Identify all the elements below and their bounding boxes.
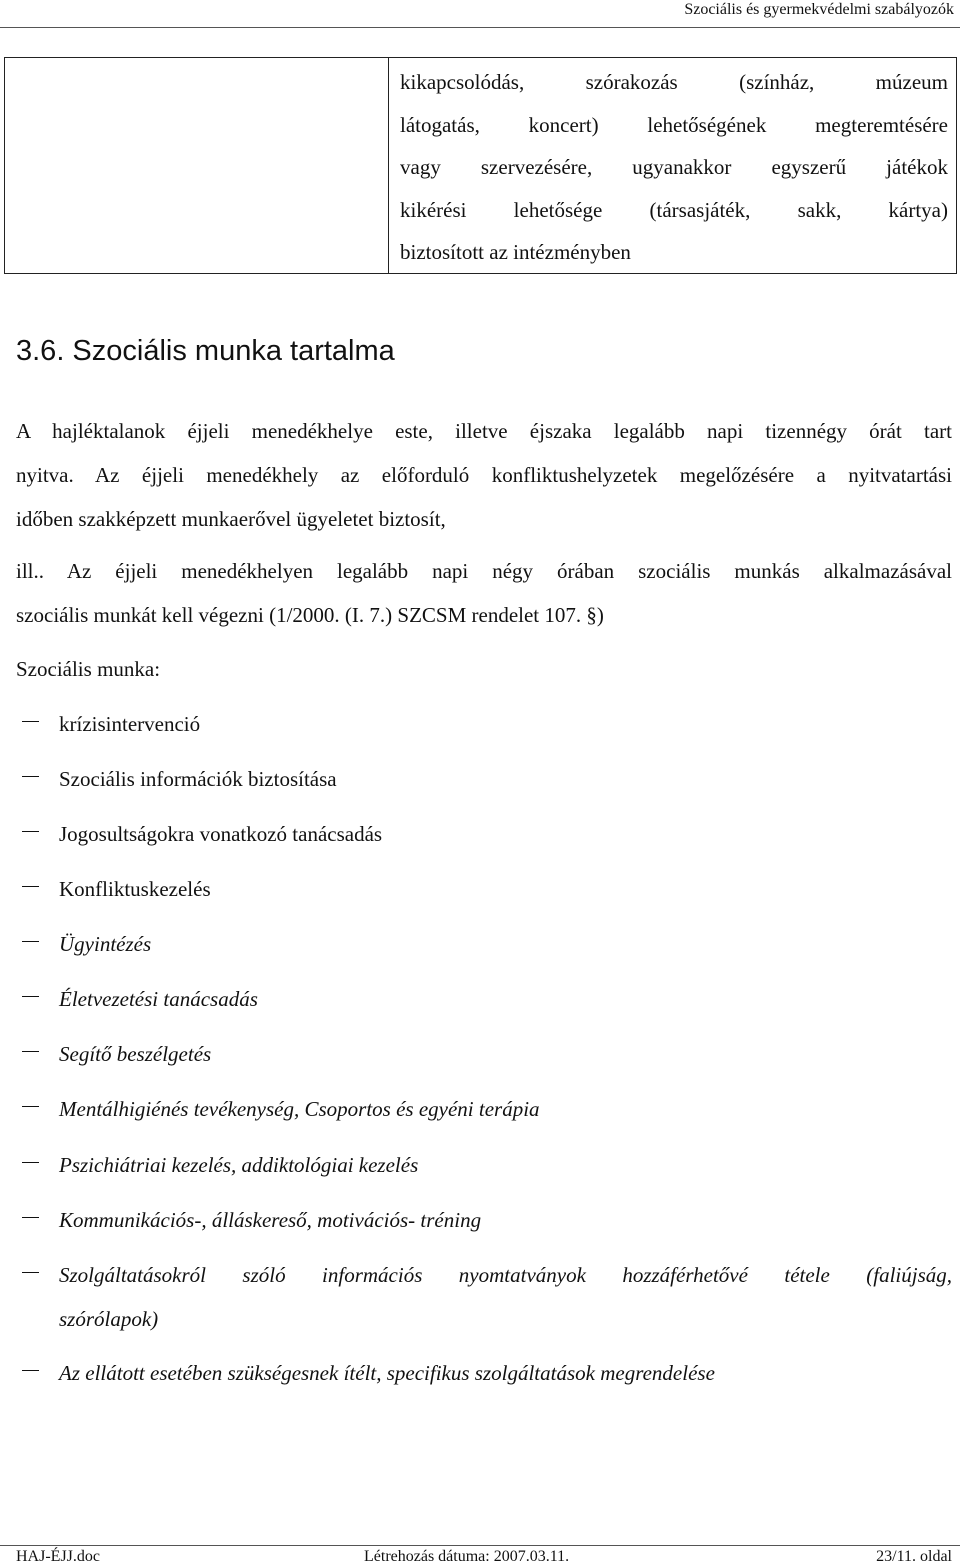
dash-bullet-icon <box>22 1272 39 1273</box>
paragraph-line: szociális munkát kell végezni (1/2000. (I. 7.) SZCSM rendelet 107. §) <box>16 603 604 627</box>
list-item-text: Az ellátott esetében szükségesnek ítélt, specifikus szolgáltatások megrendelése <box>59 1361 715 1385</box>
list-item-text: Jogosultságokra vonatkozó tanácsadás <box>59 822 383 846</box>
footer-created-date: Létrehozás dátuma: 2007.03.11. <box>364 1548 570 1565</box>
footer-page-number: 23/11. oldal <box>876 1548 952 1565</box>
dash-bullet-icon <box>22 1370 39 1371</box>
list-item-text: Szociális információk biztosítása <box>59 767 337 791</box>
list-item <box>0 1196 960 1251</box>
list-item <box>0 810 960 865</box>
section-heading: 3.6. Szociális munka tartalma <box>16 335 395 367</box>
dash-bullet-icon <box>22 831 39 832</box>
list-item-line: szórólapok) <box>59 1307 159 1331</box>
list-item <box>0 1251 960 1349</box>
table-cell-text <box>400 61 948 274</box>
list-item-text: Pszichiátriai kezelés, addiktológiai kezelés <box>59 1153 419 1177</box>
table-cell-line: látogatás, koncert) lehetőségének megteremtésére <box>400 112 948 137</box>
table-cell-line: kikapcsolódás, szórakozás (színház, múzeum <box>400 70 948 94</box>
dash-bullet-icon <box>22 721 39 722</box>
page-header-title: Szociális és gyermekvédelmi szabályozók <box>684 1 954 18</box>
list-item <box>0 975 960 1030</box>
list-item <box>0 1030 960 1085</box>
dash-bullet-icon <box>22 776 39 777</box>
list-item-text: Életvezetési tanácsadás <box>59 987 258 1011</box>
dash-bullet-icon <box>22 1106 39 1107</box>
list-item-text: Segítő beszélgetés <box>59 1042 212 1066</box>
list-item <box>0 920 960 975</box>
list-item-text: krízisintervenció <box>59 712 201 736</box>
paragraph-line: időben szakképzett munkaerővel ügyeletet biztosít, <box>16 507 446 531</box>
list-item <box>0 700 960 755</box>
list-intro: Szociális munka: <box>16 657 161 681</box>
paragraph-opening-hours <box>16 409 952 541</box>
dash-bullet-icon <box>22 1051 39 1052</box>
dash-bullet-icon <box>22 996 39 997</box>
table-cell-line: vagy szervezésére, ugyanakkor egyszerű játékok <box>400 155 948 179</box>
page-footer <box>0 1546 960 1567</box>
list-item-text <box>59 1253 952 1341</box>
list-item <box>0 755 960 810</box>
list-item-line: Szolgáltatásokról szóló információs nyomtatványok hozzáférhetővé tétele (faliújság, <box>59 1263 952 1287</box>
dash-bullet-icon <box>22 1162 39 1163</box>
list-item <box>0 865 960 920</box>
list-item <box>0 1349 960 1404</box>
table-column-divider <box>388 58 389 273</box>
list-item <box>0 1141 960 1196</box>
table-cell-line: kikérési lehetősége (társasjáték, sakk, kártya) <box>400 197 948 222</box>
dash-bullet-icon <box>22 941 39 942</box>
paragraph-line: A hajléktalanok éjjeli menedékhelye este, illetve éjszaka legalább napi tizennégy órát tart <box>16 419 952 443</box>
list-item-text: Kommunikációs-, álláskereső, motivációs- tréning <box>59 1208 482 1232</box>
paragraph-line: nyitva. Az éjjeli menedékhely az előforduló konfliktushelyzetek megelőzésére a nyitvatartási <box>16 463 952 487</box>
header-divider <box>0 27 960 28</box>
paragraph-social-work-requirement <box>16 549 952 637</box>
list-item-text: Konfliktuskezelés <box>59 877 211 901</box>
list-item-text: Mentálhigiénés tevékenység, Csoportos és egyéni terápia <box>59 1097 540 1121</box>
table-cell-line: biztosított az intézményben <box>400 240 631 264</box>
dash-bullet-icon <box>22 1217 39 1218</box>
paragraph-line: ill.. Az éjjeli menedékhelyen legalább napi négy órában szociális munkás alkalmazásával <box>16 559 952 583</box>
social-work-list <box>0 700 960 1404</box>
list-item <box>0 1085 960 1141</box>
services-table <box>4 57 957 274</box>
footer-filename: HAJ-ÉJJ.doc <box>16 1548 100 1565</box>
list-item-text: Ügyintézés <box>59 932 152 956</box>
dash-bullet-icon <box>22 886 39 887</box>
